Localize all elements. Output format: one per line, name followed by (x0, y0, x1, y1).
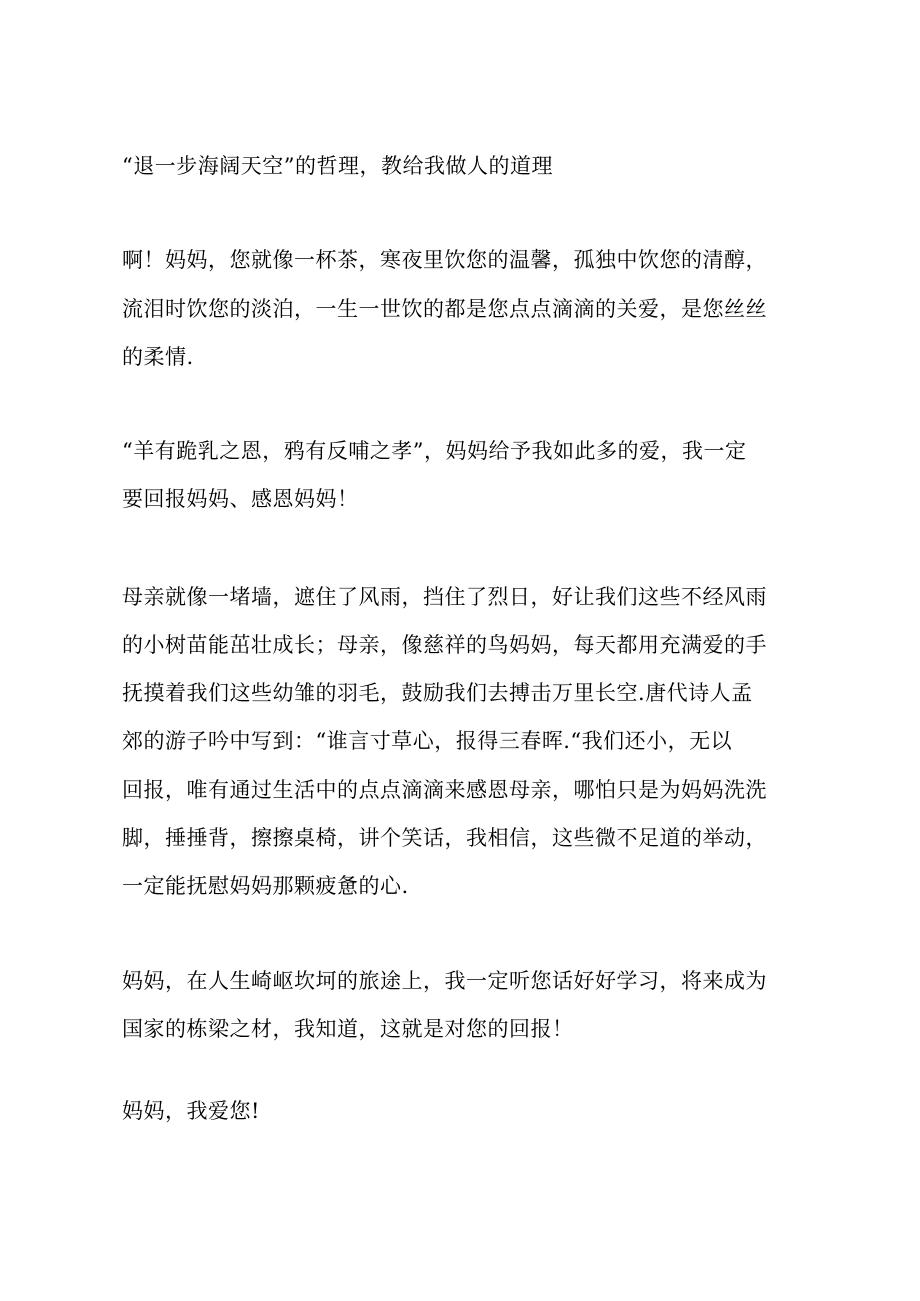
text-line: 流泪时饮您的淡泊，一生一世饮的都是您点点滴滴的关爱，是您丝丝 (122, 297, 767, 321)
text-line: 回报，唯有通过生活中的点点滴滴来感恩母亲，哪怕只是为妈妈洗洗 (122, 778, 767, 802)
text-line: “羊有跪乳之恩，鸦有反哺之孝”，妈妈给予我如此多的爱，我一定 (122, 439, 747, 463)
text-line: 郊的游子吟中写到：“谁言寸草心，报得三春晖.“我们还小，无以 (122, 729, 733, 753)
text-line: 母亲就像一堵墙，遮住了风雨，挡住了烈日，好让我们这些不经风雨 (122, 585, 767, 609)
text-line: 脚，捶捶背，擦擦桌椅，讲个笑话，我相信，这些微不足道的举动， (122, 826, 767, 850)
text-line: 国家的栋梁之材，我知道，这就是对您的回报！ (122, 1017, 574, 1041)
text-line: 的柔情. (122, 345, 194, 369)
text-line: 一定能抚慰妈妈那颗疲惫的心. (122, 874, 409, 898)
text-line: 妈妈，我爱您! (122, 1099, 260, 1123)
text-line: 妈妈，在人生崎岖坎坷的旅途上，我一定听您话好好学习，将来成为 (122, 969, 767, 993)
text-line: 的小树苗能茁壮成长；母亲，像慈祥的鸟妈妈，每天都用充满爱的手 (122, 633, 767, 657)
text-line: 抚摸着我们这些幼雏的羽毛，鼓励我们去搏击万里长空.唐代诗人孟 (122, 681, 753, 705)
text-line: “退一步海阔天空”的哲理，教给我做人的道理 (122, 154, 553, 178)
text-line: 啊！妈妈，您就像一杯茶，寒夜里饮您的温馨，孤独中饮您的清醇， (122, 248, 767, 272)
text-line: 要回报妈妈、感恩妈妈！ (122, 487, 359, 511)
